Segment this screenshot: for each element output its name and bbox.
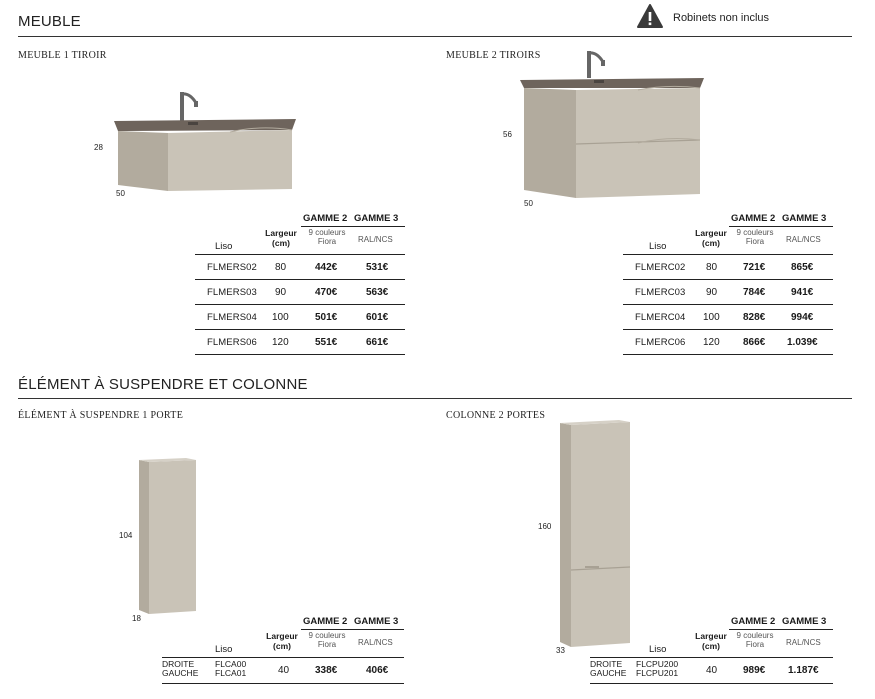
product-title-colonne: COLONNE 2 PORTES bbox=[446, 410, 546, 421]
header-couleurs-2: Fiora bbox=[745, 237, 765, 246]
price-gamme3: 1.039€ bbox=[787, 337, 818, 348]
header-largeur-1: Largeur bbox=[265, 228, 297, 238]
header-largeur-1: Largeur bbox=[266, 631, 298, 641]
product-width: 40 bbox=[278, 665, 290, 676]
header-gamme3: GAMME 3 bbox=[782, 616, 827, 627]
header-largeur bbox=[693, 228, 729, 248]
product-width: 120 bbox=[703, 337, 720, 348]
section-title-meuble: MEUBLE bbox=[18, 13, 81, 30]
product-width: 80 bbox=[275, 262, 287, 273]
section-divider bbox=[18, 36, 852, 37]
header-gamme3: GAMME 3 bbox=[354, 213, 399, 224]
price-gamme3: 865€ bbox=[791, 262, 814, 273]
product-code: FLMERS04 bbox=[207, 312, 257, 323]
product-width: 100 bbox=[272, 312, 289, 323]
cabinet-2-drawers-illustration bbox=[518, 48, 708, 203]
price-table-meuble2 bbox=[623, 213, 833, 355]
price-gamme3: 941€ bbox=[791, 287, 814, 298]
header-couleurs-1: 9 couleurs bbox=[736, 228, 774, 237]
header-largeur bbox=[693, 631, 729, 651]
product-code: FLMERS02 bbox=[207, 262, 257, 273]
product-title-meuble1: MEUBLE 1 TIROIR bbox=[18, 50, 107, 61]
header-couleurs bbox=[731, 228, 779, 246]
side-label bbox=[590, 660, 626, 678]
price-gamme3: 994€ bbox=[791, 312, 814, 323]
table-row bbox=[623, 255, 833, 280]
price-gamme2: 442€ bbox=[315, 262, 338, 273]
warning-icon bbox=[637, 4, 663, 28]
header-ral: RAL/NCS bbox=[786, 638, 821, 647]
price-gamme2: 470€ bbox=[315, 287, 338, 298]
price-gamme2: 551€ bbox=[315, 337, 338, 348]
header-liso: Liso bbox=[649, 241, 667, 252]
header-liso: Liso bbox=[649, 644, 667, 655]
dim-height-meuble2: 56 bbox=[503, 130, 512, 139]
price-gamme2: 784€ bbox=[743, 287, 766, 298]
product-code: FLMERC06 bbox=[635, 337, 686, 348]
dim-height-meuble1: 28 bbox=[94, 143, 103, 152]
header-largeur bbox=[263, 228, 299, 248]
header-gamme2: GAMME 2 bbox=[731, 616, 776, 627]
header-largeur-1: Largeur bbox=[695, 228, 727, 238]
product-code: FLMERC02 bbox=[635, 262, 686, 273]
header-gamme2: GAMME 2 bbox=[303, 213, 348, 224]
table-row bbox=[623, 305, 833, 330]
header-largeur-2: (cm) bbox=[272, 238, 290, 248]
price-gamme3: 531€ bbox=[366, 262, 389, 273]
price-gamme2: 338€ bbox=[315, 665, 338, 676]
price-gamme2: 501€ bbox=[315, 312, 338, 323]
table-row bbox=[623, 280, 833, 305]
header-largeur-2: (cm) bbox=[702, 238, 720, 248]
section-title-element: ÉLÉMENT À SUSPENDRE ET COLONNE bbox=[18, 376, 308, 393]
header-couleurs bbox=[303, 631, 351, 649]
product-width: 80 bbox=[706, 262, 718, 273]
product-title-suspendre: ÉLÉMENT À SUSPENDRE 1 PORTE bbox=[18, 410, 184, 421]
table-row bbox=[623, 330, 833, 355]
cabinet-1-drawer-illustration bbox=[110, 85, 300, 200]
header-gamme2: GAMME 2 bbox=[731, 213, 776, 224]
dim-height-colonne: 160 bbox=[538, 522, 552, 531]
price-gamme3: 563€ bbox=[366, 287, 389, 298]
dim-depth-colonne: 33 bbox=[556, 646, 565, 655]
header-largeur-1: Largeur bbox=[695, 631, 727, 641]
header-largeur-2: (cm) bbox=[702, 641, 720, 651]
header-couleurs bbox=[731, 631, 779, 649]
header-couleurs-1: 9 couleurs bbox=[308, 228, 346, 237]
price-table-meuble1 bbox=[195, 213, 405, 355]
header-liso: Liso bbox=[215, 644, 233, 655]
table-row bbox=[195, 280, 405, 305]
product-width: 40 bbox=[706, 665, 718, 676]
product-code: FLCA01 bbox=[215, 668, 247, 678]
dim-depth-meuble2: 50 bbox=[524, 199, 533, 208]
price-gamme2: 866€ bbox=[743, 337, 766, 348]
section-divider bbox=[18, 398, 852, 399]
price-gamme2: 721€ bbox=[743, 262, 766, 273]
side-label bbox=[162, 660, 198, 678]
table-row bbox=[195, 330, 405, 355]
product-title-meuble2: MEUBLE 2 TIROIRS bbox=[446, 50, 541, 61]
side-right: DROITE bbox=[590, 659, 623, 669]
product-width: 120 bbox=[272, 337, 289, 348]
header-largeur bbox=[264, 631, 300, 651]
header-ral: RAL/NCS bbox=[358, 638, 393, 647]
header-couleurs-1: 9 couleurs bbox=[736, 631, 774, 640]
product-code: FLMERC03 bbox=[635, 287, 686, 298]
product-code: FLCA00 bbox=[215, 659, 247, 669]
price-table-suspendre bbox=[162, 616, 404, 684]
header-gamme2: GAMME 2 bbox=[303, 616, 348, 627]
notice-text: Robinets non inclus bbox=[673, 12, 770, 24]
table-row bbox=[590, 658, 833, 684]
header-largeur-2: (cm) bbox=[273, 641, 291, 651]
product-code: FLMERS03 bbox=[207, 287, 257, 298]
table-row bbox=[162, 658, 404, 684]
product-code: FLCPU201 bbox=[636, 668, 679, 678]
header-couleurs-2: Fiora bbox=[317, 640, 337, 649]
header-ral: RAL/NCS bbox=[358, 235, 393, 244]
side-left: GAUCHE bbox=[590, 668, 627, 678]
product-codes bbox=[215, 660, 246, 678]
dim-depth-suspendre: 18 bbox=[132, 614, 141, 623]
wall-cabinet-illustration bbox=[136, 458, 201, 618]
dim-depth-meuble1: 50 bbox=[116, 189, 125, 198]
price-table-colonne bbox=[590, 616, 833, 684]
header-couleurs bbox=[303, 228, 351, 246]
product-width: 100 bbox=[703, 312, 720, 323]
price-gamme3: 601€ bbox=[366, 312, 389, 323]
price-gamme2: 828€ bbox=[743, 312, 766, 323]
product-code: FLCPU200 bbox=[636, 659, 679, 669]
header-ral: RAL/NCS bbox=[786, 235, 821, 244]
dim-height-suspendre: 104 bbox=[119, 531, 133, 540]
side-left: GAUCHE bbox=[162, 668, 199, 678]
product-width: 90 bbox=[275, 287, 287, 298]
header-couleurs-1: 9 couleurs bbox=[308, 631, 346, 640]
price-gamme3: 406€ bbox=[366, 665, 389, 676]
price-gamme2: 989€ bbox=[743, 665, 766, 676]
price-gamme3: 661€ bbox=[366, 337, 389, 348]
header-liso: Liso bbox=[215, 241, 233, 252]
header-couleurs-2: Fiora bbox=[317, 237, 337, 246]
header-gamme3: GAMME 3 bbox=[354, 616, 399, 627]
table-row bbox=[195, 305, 405, 330]
side-right: DROITE bbox=[162, 659, 195, 669]
header-gamme3: GAMME 3 bbox=[782, 213, 827, 224]
product-codes bbox=[636, 660, 678, 678]
product-width: 90 bbox=[706, 287, 718, 298]
table-row bbox=[195, 255, 405, 280]
product-code: FLMERS06 bbox=[207, 337, 257, 348]
header-couleurs-2: Fiora bbox=[745, 640, 765, 649]
product-code: FLMERC04 bbox=[635, 312, 686, 323]
price-gamme3: 1.187€ bbox=[788, 665, 819, 676]
